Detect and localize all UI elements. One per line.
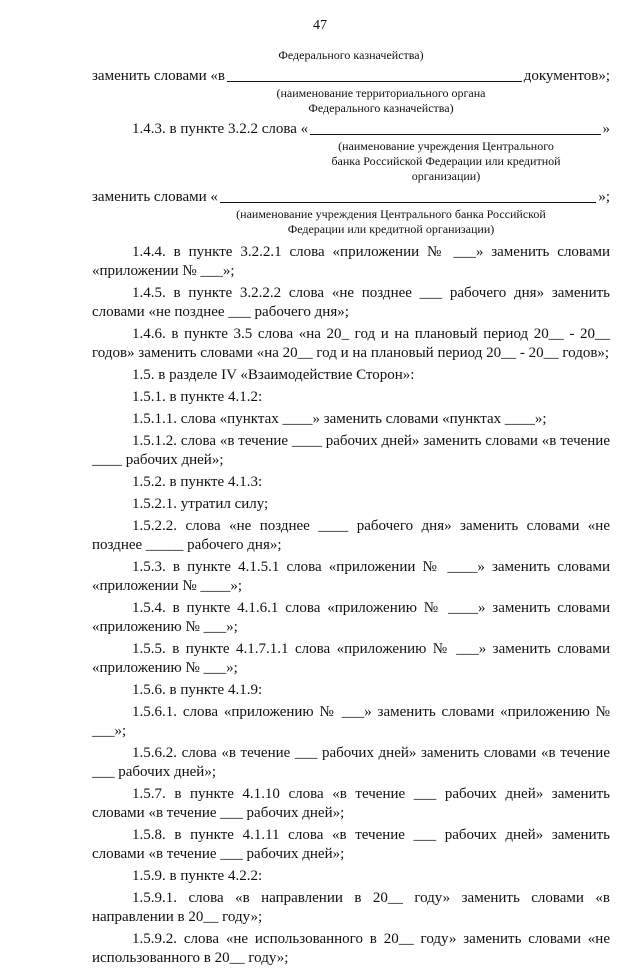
fill-line <box>220 201 596 203</box>
row2-prefix: 1.4.3. в пункте 3.2.2 слова « <box>132 121 309 137</box>
paragraph: 1.5.9.1. слова «в направлении в 20__ году» заменить словами «в направлении в 20__ году»; <box>92 890 610 925</box>
paragraph: 1.5.6.1. слова «приложению № ___» заменить словами «приложению № ___»; <box>92 704 610 739</box>
paragraph: 1.5.1. в пункте 4.1.2: <box>132 389 263 405</box>
fill-line <box>227 80 522 82</box>
paragraph: 1.5.2.1. утратил силу; <box>132 496 269 512</box>
caption-3-line: Федерации или кредитной организации) <box>287 222 495 236</box>
paragraph: 1.4.4. в пункте 3.2.2.1 слова «приложении № ___» заменить словами «приложении № ___»; <box>92 244 610 279</box>
caption-1-line: (наименование территориального органа <box>276 86 486 100</box>
row1-prefix: заменить словами «в <box>92 68 225 84</box>
caption-2-line: организации) <box>411 169 481 183</box>
paragraph: 1.4.6. в пункте 3.5 слова «на 20_ год и на плановый период 20__ - 20__ годов» заменить словами «на 20__ год и на плановый период 20__ - 20__ годов»; <box>92 326 610 361</box>
document-body <box>92 48 610 968</box>
paragraph: 1.5.1.2. слова «в течение ____ рабочих дней» заменить словами «в течение ____ рабочих дней»; <box>92 433 610 468</box>
replace-row-2 <box>92 120 610 139</box>
caption-2-line: банка Российской Федерации или кредитной <box>331 154 561 168</box>
caption-2 <box>92 139 610 184</box>
paragraph: 1.5. в разделе IV «Взаимодействие Сторон»: <box>132 367 415 383</box>
caption-1 <box>92 86 610 116</box>
paragraph: 1.5.7. в пункте 4.1.10 слова «в течение ___ рабочих дней» заменить словами «в течение ___ рабочих дней»; <box>92 786 610 821</box>
paragraph: 1.5.6.2. слова «в течение ___ рабочих дней» заменить словами «в течение ___ рабочих дней»; <box>92 745 610 780</box>
paragraph: 1.5.4. в пункте 4.1.6.1 слова «приложению № ____» заменить словами «приложению № ___»; <box>92 600 610 635</box>
caption-3-line: (наименование учреждения Центрального банка Российской <box>236 207 546 221</box>
caption-1-line: Федерального казначейства) <box>308 101 454 115</box>
row2-suffix: » <box>602 121 610 137</box>
row3-suffix: »; <box>598 189 610 205</box>
amendments-list <box>92 243 610 968</box>
caption-3 <box>92 207 610 237</box>
top-caption: Федерального казначейства) <box>278 48 424 62</box>
paragraph: 1.5.8. в пункте 4.1.11 слова «в течение ___ рабочих дней» заменить словами «в течение ___ рабочих дней»; <box>92 827 610 862</box>
replace-row-1 <box>92 67 610 86</box>
caption-2-line: (наименование учреждения Центрального <box>338 139 554 153</box>
paragraph: 1.5.9.2. слова «не использованного в 20__ году» заменить словами «не использованного в 20__ году»; <box>92 931 610 966</box>
paragraph: 1.5.2.2. слова «не позднее ____ рабочего дня» заменить словами «не позднее _____ рабочего дня»; <box>92 518 610 553</box>
page-number: 47 <box>313 18 327 33</box>
fill-line <box>310 133 600 135</box>
paragraph: 1.5.2. в пункте 4.1.3: <box>132 474 263 490</box>
paragraph: 1.5.5. в пункте 4.1.7.1.1 слова «приложению № ___» заменить словами «приложению № ___»; <box>92 641 610 676</box>
paragraph: 1.5.1.1. слова «пунктах ____» заменить словами «пунктах ____»; <box>132 411 547 427</box>
replace-row-3 <box>92 188 610 207</box>
paragraph: 1.5.6. в пункте 4.1.9: <box>132 682 263 698</box>
row3-prefix: заменить словами « <box>92 189 218 205</box>
paragraph: 1.5.9. в пункте 4.2.2: <box>132 868 263 884</box>
row1-suffix: документов»; <box>523 68 610 84</box>
paragraph: 1.5.3. в пункте 4.1.5.1 слова «приложении № ____» заменить словами «приложении № ____»; <box>92 559 610 594</box>
paragraph: 1.4.5. в пункте 3.2.2.2 слова «не позднее ___ рабочего дня» заменить словами «не позднее ___ рабочего дня»; <box>92 285 610 320</box>
